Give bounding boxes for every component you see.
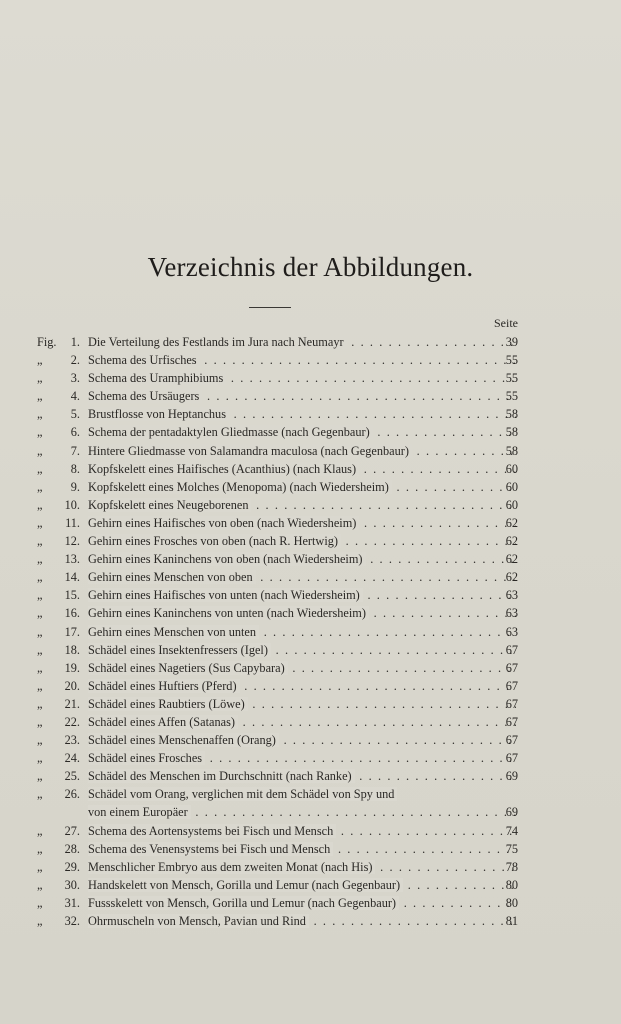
entry-caption-text: Schema des Aortensystems bei Fisch und Mensch xyxy=(88,824,336,838)
figure-entry xyxy=(0,677,621,695)
figure-entry xyxy=(0,496,621,514)
entry-number: 17. xyxy=(64,624,80,639)
entry-caption-text: Schädel eines Raubtiers (Löwe) xyxy=(88,697,248,711)
entry-prefix: „ xyxy=(37,769,43,784)
entry-caption-text: Schema der pentadaktylen Gliedmasse (nach Gegenbaur) xyxy=(88,425,373,439)
entry-number: 30. xyxy=(64,877,80,892)
entry-caption-text: Fussskelett von Mensch, Gorilla und Lemur (nach Gegenbaur) xyxy=(88,896,399,910)
figure-entry xyxy=(0,351,621,369)
entry-page-number: 67 xyxy=(505,678,518,693)
entry-caption xyxy=(88,423,516,441)
entry-caption-text: Kopfskelett eines Molches (Menopoma) (nach Wiedersheim) xyxy=(88,480,392,494)
entry-prefix: Fig. xyxy=(37,335,57,349)
entry-number: 19. xyxy=(64,660,80,675)
entry-caption-text: Gehirn eines Kaninchens von oben (nach Wiedersheim) xyxy=(88,552,366,566)
entry-caption-text: Schema des Urfisches xyxy=(88,353,200,367)
entry-caption-text: Schädel des Menschen im Durchschnitt (nach Ranke) xyxy=(88,769,355,783)
entry-page-number: 60 xyxy=(505,479,518,494)
entry-page-number: 80 xyxy=(505,877,518,892)
entry-page-number: 67 xyxy=(505,642,518,657)
entry-prefix: „ xyxy=(37,570,43,585)
entry-prefix: „ xyxy=(37,660,43,675)
entry-caption-text: Schädel eines Affen (Satanas) xyxy=(88,715,238,729)
entry-caption xyxy=(88,604,516,622)
entry-prefix: „ xyxy=(37,823,43,838)
entry-number: 10. xyxy=(64,497,80,512)
entry-caption xyxy=(88,894,516,912)
entry-page-number: 67 xyxy=(505,733,518,748)
entry-caption-text: Schema des Venensystems bei Fisch und Mensch xyxy=(88,842,333,856)
page-title: Verzeichnis der Abbildungen. xyxy=(147,252,474,282)
entry-page-number: 80 xyxy=(505,895,518,910)
entry-page-number: 69 xyxy=(505,805,518,820)
entry-caption-text: Schema des Ursäugers xyxy=(88,389,202,403)
entry-caption xyxy=(88,586,516,604)
entry-page-number: 60 xyxy=(505,461,518,476)
entry-number: 21. xyxy=(64,696,80,711)
entry-page-number: 58 xyxy=(505,407,518,422)
figure-entry xyxy=(0,731,621,749)
entry-prefix: „ xyxy=(37,696,43,711)
figure-entry xyxy=(0,713,621,731)
entry-caption-text: Schädel eines Nagetiers (Sus Capybara) xyxy=(88,661,288,675)
figure-entry xyxy=(0,822,621,840)
entry-prefix: „ xyxy=(37,733,43,748)
entry-number: 26. xyxy=(64,787,80,802)
entry-caption-text: Gehirn eines Frosches von oben (nach R. Hertwig) xyxy=(88,534,341,548)
figure-entry xyxy=(0,695,621,713)
figure-entry xyxy=(0,641,621,659)
entry-page-number: 63 xyxy=(505,606,518,621)
figure-entry xyxy=(0,840,621,858)
entry-prefix: „ xyxy=(37,714,43,729)
figure-entry xyxy=(0,532,621,550)
entry-caption xyxy=(88,876,516,894)
entry-prefix: „ xyxy=(37,353,43,368)
entry-caption-text: Gehirn eines Haifisches von oben (nach Wiedersheim) xyxy=(88,516,359,530)
entry-caption xyxy=(88,858,516,876)
entry-caption xyxy=(88,496,516,514)
entry-caption-text: Kopfskelett eines Neugeborenen xyxy=(88,498,251,512)
entry-prefix: „ xyxy=(37,841,43,856)
entry-page-number: 60 xyxy=(505,497,518,512)
entry-number: 14. xyxy=(64,570,80,585)
entry-number: 5. xyxy=(70,407,80,422)
page-column-header: Seite xyxy=(494,316,518,330)
entry-caption xyxy=(88,478,516,496)
entry-caption-text: Brustflosse von Heptanchus xyxy=(88,407,229,421)
entry-number: 2. xyxy=(70,353,80,368)
entry-caption-text: Schädel eines Menschenaffen (Orang) xyxy=(88,733,279,747)
entry-caption-text: Gehirn eines Haifisches von unten (nach Wiedersheim) xyxy=(88,588,363,602)
entry-number: 25. xyxy=(64,769,80,784)
entry-caption xyxy=(88,659,516,677)
entry-caption xyxy=(88,803,516,821)
entry-caption-text: Schädel vom Orang, verglichen mit dem Schädel von Spy und xyxy=(88,787,397,801)
entry-number: 3. xyxy=(70,371,80,386)
entry-caption xyxy=(88,333,516,351)
entry-page-number: 67 xyxy=(505,660,518,675)
entry-caption xyxy=(88,641,516,659)
entry-page-number: 58 xyxy=(505,443,518,458)
figure-entry xyxy=(0,586,621,604)
figure-entry xyxy=(0,912,621,930)
figure-entry xyxy=(0,803,621,821)
entry-caption-text: Schema des Uramphibiums xyxy=(88,371,226,385)
entry-number: 27. xyxy=(64,823,80,838)
entry-caption-text: Gehirn eines Menschen von oben xyxy=(88,570,256,584)
figure-entry xyxy=(0,387,621,405)
entry-page-number: 69 xyxy=(505,769,518,784)
figure-entry xyxy=(0,514,621,532)
entry-prefix: „ xyxy=(37,407,43,422)
entry-number: 12. xyxy=(64,534,80,549)
entry-prefix: „ xyxy=(37,461,43,476)
entry-caption-text: Ohrmuscheln von Mensch, Pavian und Rind xyxy=(88,914,309,928)
entry-number: 24. xyxy=(64,751,80,766)
entry-page-number: 55 xyxy=(505,389,518,404)
entry-caption xyxy=(88,550,516,568)
entry-number: 22. xyxy=(64,714,80,729)
figure-entry xyxy=(0,876,621,894)
figure-entry xyxy=(0,478,621,496)
entry-caption xyxy=(88,460,516,478)
entry-page-number: 62 xyxy=(505,534,518,549)
entry-caption-text: Menschlicher Embryo aus dem zweiten Monat (nach His) xyxy=(88,860,375,874)
entry-caption xyxy=(88,568,516,586)
entry-prefix: „ xyxy=(37,425,43,440)
entry-page-number: 67 xyxy=(505,751,518,766)
figure-entry xyxy=(0,333,621,351)
figure-entry xyxy=(0,749,621,767)
entry-number: 9. xyxy=(70,479,80,494)
entry-prefix: „ xyxy=(37,642,43,657)
entry-page-number: 62 xyxy=(505,515,518,530)
entry-number: 18. xyxy=(64,642,80,657)
entry-page-number: 62 xyxy=(505,570,518,585)
figure-entry xyxy=(0,858,621,876)
entry-prefix: „ xyxy=(37,859,43,874)
entry-caption xyxy=(88,713,516,731)
figure-entry xyxy=(0,460,621,478)
entry-number: 31. xyxy=(64,895,80,910)
entry-caption xyxy=(88,731,516,749)
entry-page-number: 67 xyxy=(505,696,518,711)
entry-prefix: „ xyxy=(37,515,43,530)
entry-prefix: „ xyxy=(37,787,43,802)
entry-number: 28. xyxy=(64,841,80,856)
entry-number: 7. xyxy=(70,443,80,458)
entry-caption-text: Gehirn eines Kaninchens von unten (nach Wiedersheim) xyxy=(88,606,369,620)
entry-caption xyxy=(88,749,516,767)
entry-number: 11. xyxy=(65,515,80,530)
entry-caption-text: von einem Europäer xyxy=(88,805,191,819)
entry-prefix: „ xyxy=(37,877,43,892)
figure-entry xyxy=(0,369,621,387)
figure-entry xyxy=(0,894,621,912)
figure-entry xyxy=(0,550,621,568)
figure-entry xyxy=(0,405,621,423)
figure-entry xyxy=(0,623,621,641)
figure-list xyxy=(0,333,621,930)
entry-prefix: „ xyxy=(37,606,43,621)
entry-caption xyxy=(88,822,516,840)
entry-caption-text: Gehirn eines Menschen von unten xyxy=(88,625,259,639)
entry-prefix: „ xyxy=(37,389,43,404)
entry-caption xyxy=(88,623,516,641)
entry-prefix: „ xyxy=(37,914,43,928)
entry-caption xyxy=(88,351,516,369)
entry-page-number: 39 xyxy=(505,335,518,349)
entry-prefix: „ xyxy=(37,534,43,549)
entry-caption xyxy=(88,369,516,387)
title-divider xyxy=(249,307,291,308)
figure-entry xyxy=(0,604,621,622)
entry-prefix: „ xyxy=(37,479,43,494)
entry-prefix: „ xyxy=(37,552,43,567)
entry-caption xyxy=(88,695,516,713)
entry-number: 32. xyxy=(64,914,80,928)
entry-page-number: 74 xyxy=(505,823,518,838)
entry-prefix: „ xyxy=(37,588,43,603)
figure-entry xyxy=(0,767,621,785)
entry-number: 23. xyxy=(64,733,80,748)
entry-number: 13. xyxy=(64,552,80,567)
entry-caption-text: Handskelett von Mensch, Gorilla und Lemur (nach Gegenbaur) xyxy=(88,878,403,892)
entry-page-number: 55 xyxy=(505,353,518,368)
entry-page-number: 75 xyxy=(505,841,518,856)
figure-entry xyxy=(0,785,621,803)
entry-number: 6. xyxy=(70,425,80,440)
entry-caption-text: Die Verteilung des Festlands im Jura nach Neumayr xyxy=(88,335,347,349)
entry-caption xyxy=(88,840,516,858)
entry-caption-text: Schädel eines Insektenfressers (Igel) xyxy=(88,643,271,657)
entry-number: 20. xyxy=(64,678,80,693)
entry-page-number: 63 xyxy=(505,588,518,603)
entry-prefix: „ xyxy=(37,895,43,910)
entry-prefix: „ xyxy=(37,751,43,766)
entry-prefix: „ xyxy=(37,624,43,639)
entry-caption xyxy=(88,387,516,405)
entry-page-number: 55 xyxy=(505,371,518,386)
figure-entry xyxy=(0,568,621,586)
entry-caption xyxy=(88,532,516,550)
entry-caption xyxy=(88,912,516,930)
entry-caption-text: Kopfskelett eines Haifisches (Acanthius) (nach Klaus) xyxy=(88,462,359,476)
entry-prefix: „ xyxy=(37,678,43,693)
entry-number: 8. xyxy=(70,461,80,476)
entry-prefix: „ xyxy=(37,443,43,458)
entry-number: 1. xyxy=(70,335,80,349)
entry-page-number: 62 xyxy=(505,552,518,567)
entry-page-number: 78 xyxy=(505,859,518,874)
entry-caption xyxy=(88,405,516,423)
entry-number: 29. xyxy=(64,859,80,874)
entry-caption-text: Schädel eines Frosches xyxy=(88,751,205,765)
entry-caption-text: Schädel eines Huftiers (Pferd) xyxy=(88,679,240,693)
entry-prefix: „ xyxy=(37,497,43,512)
entry-caption xyxy=(88,767,516,785)
entry-caption xyxy=(88,785,516,803)
entry-page-number: 58 xyxy=(505,425,518,440)
entry-caption-text: Hintere Gliedmasse von Salamandra maculosa (nach Gegenbaur) xyxy=(88,444,412,458)
entry-page-number: 67 xyxy=(505,714,518,729)
entry-prefix: „ xyxy=(37,371,43,386)
figure-entry xyxy=(0,442,621,460)
entry-number: 15. xyxy=(64,588,80,603)
figure-entry xyxy=(0,423,621,441)
entry-number: 16. xyxy=(64,606,80,621)
entry-page-number: 81 xyxy=(505,914,518,928)
entry-caption xyxy=(88,677,516,695)
entry-caption xyxy=(88,514,516,532)
entry-number: 4. xyxy=(70,389,80,404)
figure-entry xyxy=(0,659,621,677)
entry-page-number: 63 xyxy=(505,624,518,639)
entry-caption xyxy=(88,442,516,460)
